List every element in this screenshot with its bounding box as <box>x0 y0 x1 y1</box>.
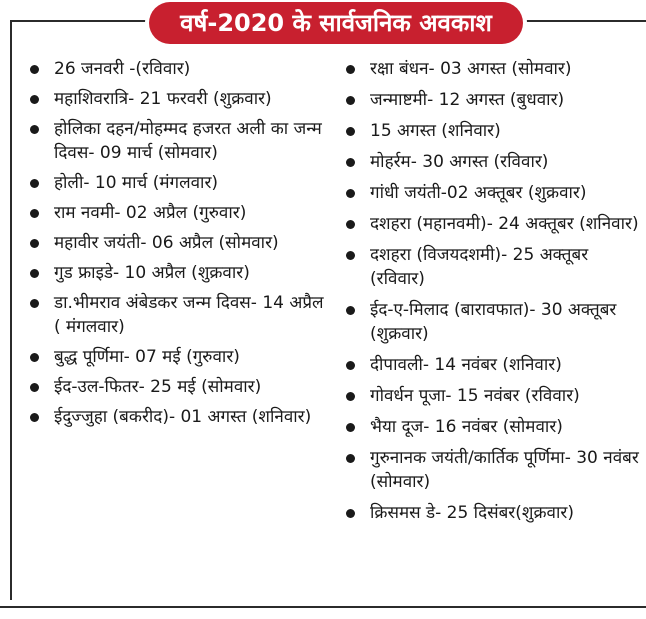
holiday-text: होली- 10 मार्च (मंगलवार) <box>54 173 219 193</box>
holiday-item <box>344 446 640 494</box>
holiday-item <box>344 243 640 291</box>
holiday-text: गोवर्धन पूजा- 15 नवंबर (रविवार) <box>370 386 580 406</box>
holiday-item <box>344 353 640 377</box>
holiday-text: ईद-उल-फितर- 25 मई (सोमवार) <box>54 377 262 397</box>
holiday-item <box>28 345 328 369</box>
holiday-text: ईदुज्जुहा (बकरीद)- 01 अगस्त (शनिवार) <box>54 407 312 427</box>
holiday-text: भैया दूज- 16 नवंबर (सोमवार) <box>370 417 563 437</box>
holiday-text: जन्माष्टमी- 12 अगस्त (बुधवार) <box>370 90 565 110</box>
bullet-icon <box>30 95 39 104</box>
holiday-list-right <box>344 57 640 532</box>
holiday-text: ईद-ए-मिलाद (बारावफात)- 30 अक्तूबर (शुक्रवार) <box>370 300 617 344</box>
holiday-text: होलिका दहन/मोहम्मद हजरत अली का जन्म दिवस- 09 मार्च (सोमवार) <box>54 119 322 163</box>
bullet-icon <box>346 454 355 463</box>
bullet-icon <box>30 209 39 218</box>
bullet-icon <box>30 65 39 74</box>
holiday-list-left <box>28 57 328 435</box>
bullet-icon <box>346 189 355 198</box>
holiday-text: गुड फ्राइडे- 10 अप्रैल (शुक्रवार) <box>54 263 250 283</box>
bullet-icon <box>346 96 355 105</box>
holiday-text: मोहर्रम- 30 अगस्त (रविवार) <box>370 152 549 172</box>
bullet-icon <box>30 383 39 392</box>
holiday-text: क्रिसमस डे- 25 दिसंबर(शुक्रवार) <box>370 503 574 523</box>
holiday-item <box>344 57 640 81</box>
holiday-text: 15 अगस्त (शनिवार) <box>370 121 501 141</box>
holiday-text: गांधी जयंती-02 अक्तूबर (शुक्रवार) <box>370 183 587 203</box>
holiday-text: महाशिवरात्रि- 21 फरवरी (शुक्रवार) <box>54 89 272 109</box>
holiday-item <box>344 415 640 439</box>
bullet-icon <box>346 306 355 315</box>
holiday-text: दीपावली- 14 नवंबर (शनिवार) <box>370 355 562 375</box>
bullet-icon <box>30 413 39 422</box>
holiday-text: डा.भीमराव अंबेडकर जन्म दिवस- 14 अप्रैल ( मंगलवार) <box>54 293 324 337</box>
bullet-icon <box>346 251 355 260</box>
page-title: वर्ष-2020 के सार्वजनिक अवकाश <box>149 2 523 44</box>
holiday-item <box>344 181 640 205</box>
holiday-text: दशहरा (विजयदशमी)- 25 अक्तूबर (रविवार) <box>370 245 589 289</box>
holiday-item <box>28 405 328 429</box>
bullet-icon <box>30 269 39 278</box>
holiday-item <box>28 87 328 111</box>
bottom-divider <box>0 606 646 608</box>
holiday-item <box>344 298 640 346</box>
bullet-icon <box>346 65 355 74</box>
bullet-icon <box>346 392 355 401</box>
holiday-text: रक्षा बंधन- 03 अगस्त (सोमवार) <box>370 59 572 79</box>
holiday-item <box>344 119 640 143</box>
holiday-item <box>344 501 640 525</box>
holiday-text: दशहरा (महानवमी)- 24 अक्तूबर (शनिवार) <box>370 214 639 234</box>
bullet-icon <box>30 353 39 362</box>
holiday-item <box>344 212 640 236</box>
bullet-icon <box>30 299 39 308</box>
holiday-item <box>28 117 328 165</box>
holiday-text: बुद्ध पूर्णिमा- 07 मई (गुरुवार) <box>54 347 240 367</box>
holiday-item <box>28 171 328 195</box>
bullet-icon <box>346 158 355 167</box>
holiday-item <box>28 375 328 399</box>
bullet-icon <box>30 179 39 188</box>
bullet-icon <box>346 127 355 136</box>
holiday-text: गुरुनानक जयंती/कार्तिक पूर्णिमा- 30 नवंबर (सोमवार) <box>370 448 639 492</box>
holiday-item <box>28 57 328 81</box>
holiday-item <box>344 88 640 112</box>
holiday-item <box>28 231 328 255</box>
holiday-item <box>344 384 640 408</box>
bullet-icon <box>346 220 355 229</box>
holiday-text: 26 जनवरी -(रविवार) <box>54 59 191 79</box>
holiday-item <box>28 261 328 285</box>
holiday-item <box>28 201 328 225</box>
bullet-icon <box>346 423 355 432</box>
bullet-icon <box>30 239 39 248</box>
bullet-icon <box>346 509 355 518</box>
holiday-item <box>344 150 640 174</box>
holiday-text: महावीर जयंती- 06 अप्रैल (सोमवार) <box>54 233 279 253</box>
bullet-icon <box>30 125 39 134</box>
bullet-icon <box>346 361 355 370</box>
holiday-item <box>28 291 328 339</box>
holiday-text: राम नवमी- 02 अप्रैल (गुरुवार) <box>54 203 247 223</box>
